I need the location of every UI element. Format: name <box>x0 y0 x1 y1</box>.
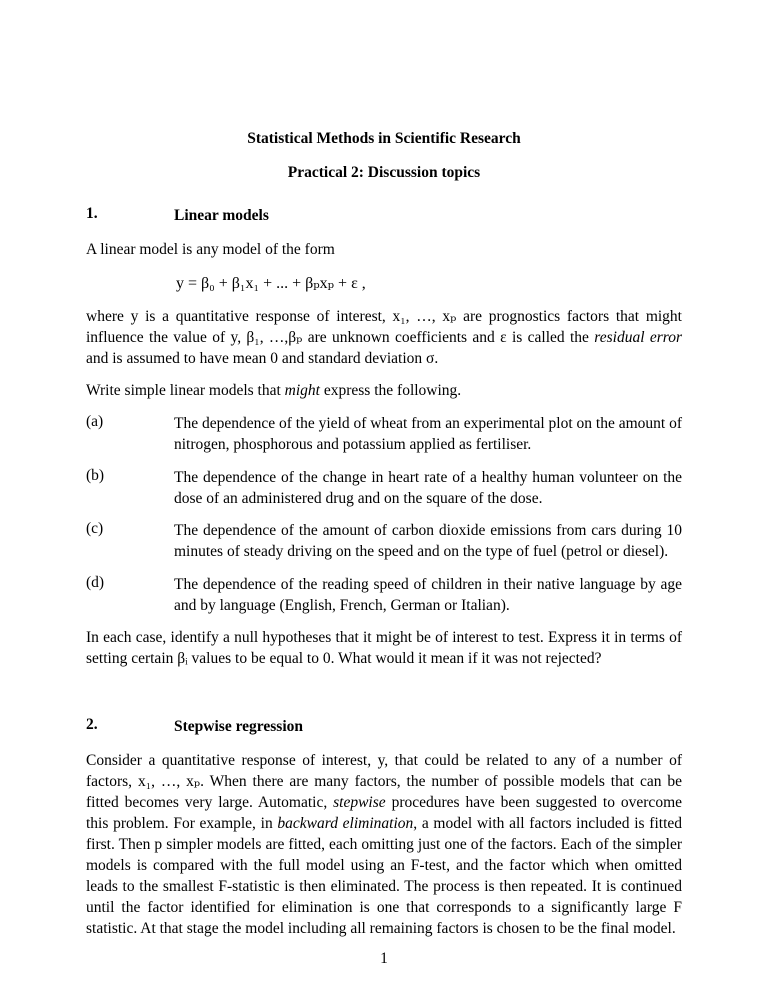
item-c-text: The dependence of the amount of carbon dioxide emissions from cars during 10 minutes of steady driving on the speed and on the type of fuel (petrol or diesel). <box>174 522 682 560</box>
instruction-text-1: Write simple linear models that <box>86 382 285 399</box>
item-b-text: The dependence of the change in heart rate of a healthy human volunteer on the dose of an administered drug and on the square of the dose. <box>174 469 682 507</box>
instruction-text-2: express the following. <box>319 382 462 399</box>
section-1-heading: Linear models <box>174 207 269 224</box>
item-a-text: The dependence of the yield of wheat from an experimental plot on the amount of nitrogen, phosphorous and potassium applied as fertiliser. <box>174 415 682 453</box>
definition-text-1: where y is a quantitative response of interest, x₁, …, xₚ are prognostics factors that might influence the value of y, β₁, …,βₚ are unknown coefficients and ε is called the <box>86 308 682 346</box>
definition-text-2: and is assumed to have mean 0 and standard deviation σ. <box>86 350 439 367</box>
item-a-label: (a) <box>86 413 104 430</box>
backward-elimination-emphasis: backward elimination <box>277 815 414 832</box>
stepwise-text-2: procedures have been suggested to overcome this problem. For example, in <box>86 794 683 832</box>
page-number: 1 <box>380 950 388 967</box>
item-c-label: (c) <box>86 520 104 537</box>
document-title: Statistical Methods in Scientific Research <box>247 130 521 147</box>
instruction-emphasis: might <box>284 382 320 399</box>
section-1-instruction <box>86 380 461 401</box>
item-d-text: The dependence of the reading speed of children in their native language by age and by language (English, French, German or Italian). <box>174 576 682 614</box>
definition-emphasis: residual error <box>594 329 682 346</box>
section-1-intro: A linear model is any model of the form <box>86 241 335 258</box>
linear-model-equation: y = β₀ + β₁x₁ + ... + βₚxₚ + ε , <box>176 275 366 292</box>
stepwise-text-3: , a model with all factors included is fitted first. Then p simpler models are fitted, each omitting just one of the factors. Each of the simpler models is compared with the full model using an F-test, and the factor which when omitted leads to the smallest F-statistic is then eliminated. The process is then repeated. It is continued until the factor identified for elimination is one that corresponds to a significantly large F statistic. At that stage the model including all remaining factors is chosen to be the final model. <box>86 815 683 937</box>
section-1-number: 1. <box>86 205 98 222</box>
section-2-paragraph <box>86 750 682 939</box>
document-subtitle: Practical 2: Discussion topics <box>287 164 481 181</box>
section-2-heading: Stepwise regression <box>174 718 304 735</box>
stepwise-text-1: Consider a quantitative response of interest, y, that could be related to any of a number of factors, x₁, …, xₚ. When there are many factors, the number of possible models that can be fitted becomes very large. Automatic, <box>86 752 682 811</box>
item-d-label: (d) <box>86 574 105 591</box>
section-2-number: 2. <box>86 716 98 733</box>
section-1-closing: In each case, identify a null hypotheses that it might be of interest to test. Express it in terms of setting certain βᵢ values to be equal to 0. What would it mean if it was not rejected? <box>86 629 682 667</box>
stepwise-emphasis: stepwise <box>333 794 386 811</box>
section-1-definition <box>86 306 682 369</box>
item-b-label: (b) <box>86 467 105 484</box>
